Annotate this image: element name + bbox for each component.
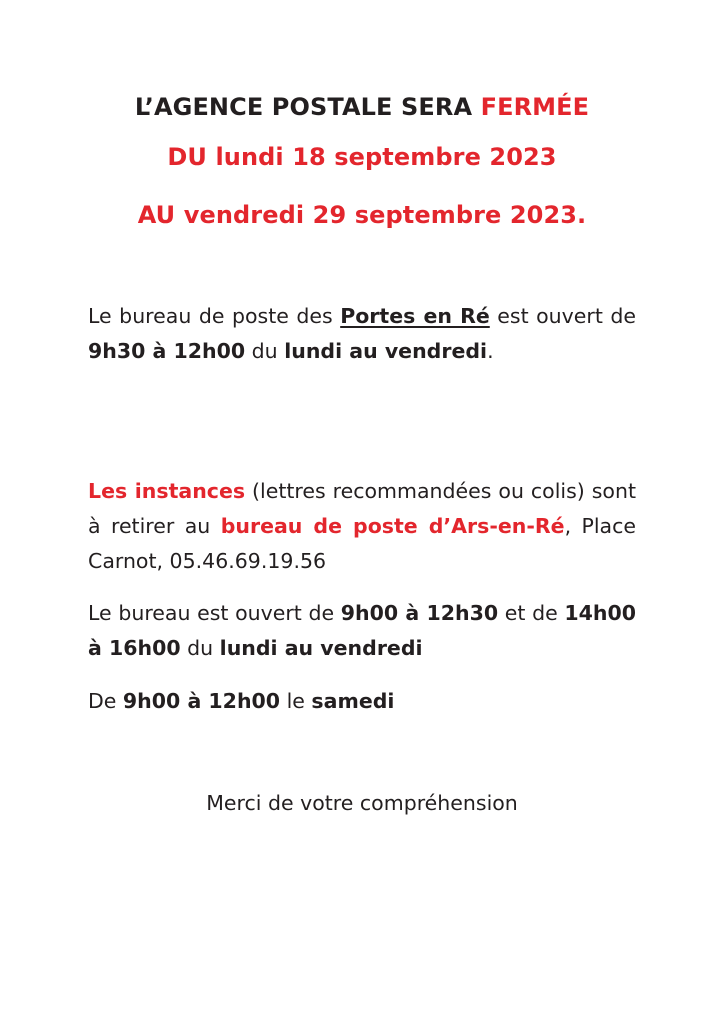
morning-hours: 9h00 à 12h30 xyxy=(340,601,499,625)
closure-start-date: DU lundi 18 septembre 2023 xyxy=(167,143,557,171)
ars-en-re-office: bureau de poste d’Ars-en-Ré xyxy=(220,514,565,538)
opening-days: lundi au vendredi xyxy=(284,339,488,363)
text: Le bureau de poste des xyxy=(88,304,341,328)
text: (lettres recommandées ou colis) sont à retirer au xyxy=(88,479,636,538)
notice-title-line1 xyxy=(0,92,724,122)
saturday-hours: 9h00 à 12h00 xyxy=(122,689,281,713)
paragraph-saturday-hours xyxy=(88,684,636,719)
text: du xyxy=(180,636,220,660)
opening-hours: 9h30 à 12h00 xyxy=(88,339,246,363)
closing-message: Merci de votre compréhension xyxy=(206,791,518,815)
title-text: L’AGENCE POSTALE SERA xyxy=(134,93,481,121)
instances-label: Les instances xyxy=(88,479,246,503)
afternoon-hours: 14h00 à 16h00 xyxy=(88,601,636,660)
address-phone: , Place Carnot, 05.46.69.19.56 xyxy=(88,514,636,573)
text: du xyxy=(245,339,285,363)
text: et de xyxy=(498,601,565,625)
title-closed-word: FERMÉE xyxy=(480,93,590,121)
paragraph-instances xyxy=(88,474,636,579)
text: est ouvert de xyxy=(489,304,636,328)
text: le xyxy=(280,689,312,713)
saturday-label: samedi xyxy=(311,689,395,713)
opening-days: lundi au vendredi xyxy=(219,636,423,660)
paragraph-portes-en-re xyxy=(88,299,636,369)
text: De xyxy=(88,689,123,713)
text: . xyxy=(487,339,494,363)
text: Le bureau est ouvert de xyxy=(88,601,341,625)
closure-end-date: AU vendredi 29 septembre 2023. xyxy=(137,201,587,229)
paragraph-weekday-hours xyxy=(88,596,636,666)
place-name: Portes en Ré xyxy=(340,304,490,328)
